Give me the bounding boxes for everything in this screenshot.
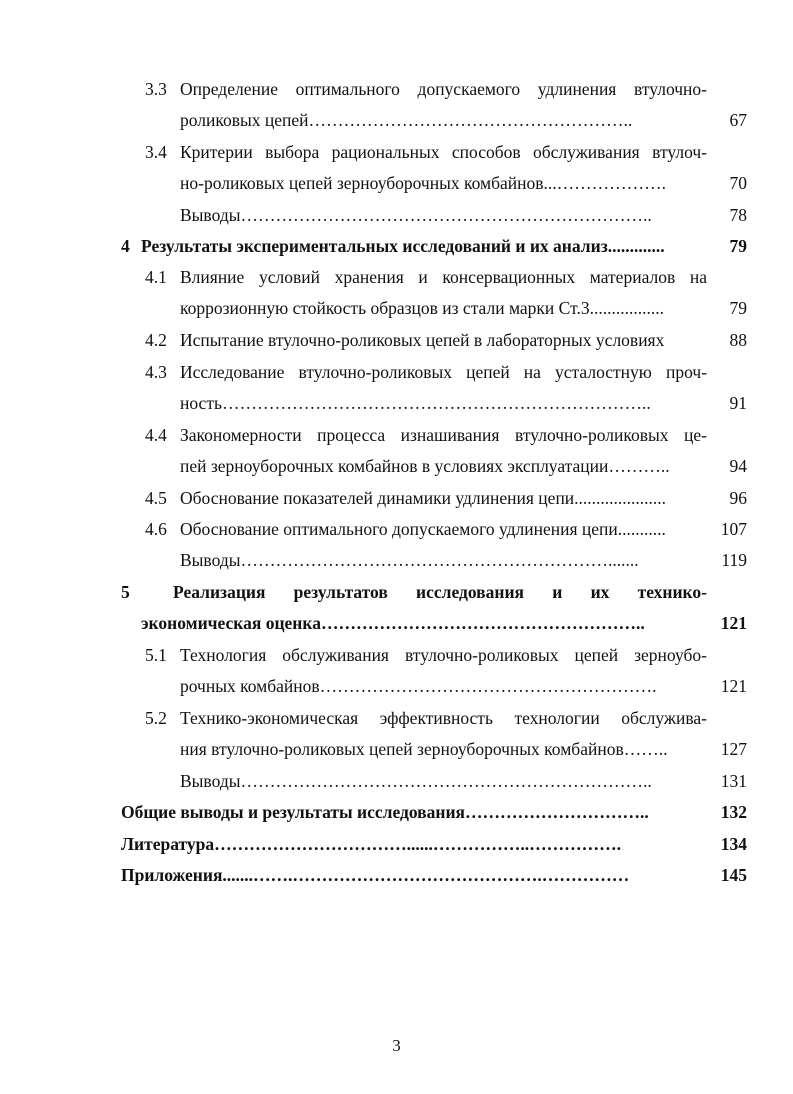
toc-entry-page: 132 xyxy=(720,802,747,822)
toc-entry-page: 67 xyxy=(729,110,747,130)
toc-entry-title-cont: роликовых цепей……………………………………………….. xyxy=(180,110,633,130)
toc-entry-number: 4.4 xyxy=(145,425,167,445)
page-number: 3 xyxy=(392,1036,401,1055)
toc-entry-title-cont: экономическая оценка……………………………………………….. xyxy=(141,613,645,633)
toc-entry-title-cont: ния втулочно-роликовых цепей зерноуборочных комбайнов…….. xyxy=(180,739,668,759)
toc-entry-title: Критерии выбора рациональных способов обслуживания втулоч- xyxy=(180,142,707,162)
toc-entry-page: 131 xyxy=(720,771,747,791)
toc-entry-number: 4.5 xyxy=(145,488,167,508)
toc-entry-title: Литература……………………………......……………..……………. xyxy=(121,834,621,854)
toc-entry-page: 119 xyxy=(721,550,747,570)
toc-entry-title: Исследование втулочно-роликовых цепей на усталостную проч- xyxy=(180,362,707,382)
toc-entry-title: Обоснование показателей динамики удлинения цепи..................... xyxy=(180,488,667,508)
toc-entry-title-cont: коррозионную стойкость образцов из стали марки Ст.3................. xyxy=(180,298,664,318)
toc-entry-number: 5.2 xyxy=(145,708,167,728)
toc-entry-page: 121 xyxy=(720,613,747,633)
toc-entry-page: 79 xyxy=(729,236,747,256)
toc-entry-page: 121 xyxy=(720,676,747,696)
toc-entry-page: 94 xyxy=(729,456,747,476)
toc-entry-title: Обоснование оптимального допускаемого удлинения цепи........... xyxy=(180,519,666,539)
toc-entry-title: Выводы…………………………………………………………….. xyxy=(180,205,652,225)
toc-entry-title-cont: пей зерноуборочных комбайнов в условиях эксплуатации……….. xyxy=(180,456,670,476)
toc-entry-number: 4 xyxy=(121,236,130,256)
toc-entry-title: Влияние условий хранения и консервационных материалов на xyxy=(180,267,707,287)
toc-entry-title: Выводы………………………………………………………....... xyxy=(180,550,639,570)
toc-entry-title: Технология обслуживания втулочно-роликовых цепей зерноубо- xyxy=(180,645,707,665)
toc-entry-title: Выводы…………………………………………………………….. xyxy=(180,771,652,791)
toc-entry-page: 127 xyxy=(720,739,747,759)
toc-entry-page: 70 xyxy=(729,173,747,193)
toc-entry-title: Приложения.......…….…………………………………….…………… xyxy=(121,865,630,885)
toc-entry-title: Закономерности процесса изнашивания втулочно-роликовых це- xyxy=(180,425,707,445)
toc-entry-page: 88 xyxy=(729,330,747,350)
toc-entry-number: 5.1 xyxy=(145,645,167,665)
toc-entry-page: 78 xyxy=(729,205,747,225)
toc-entry-number: 5 xyxy=(121,582,130,602)
toc-entry-number: 3.3 xyxy=(145,79,167,99)
toc-entry-title: Общие выводы и результаты исследования………………………….. xyxy=(121,802,649,822)
toc-entry-title: Реализация результатов исследования и их технико- xyxy=(173,582,707,602)
toc-entry-number: 4.2 xyxy=(145,330,167,350)
toc-entry-page: 91 xyxy=(729,393,747,413)
toc-entry-number: 4.3 xyxy=(145,362,167,382)
toc-entry-title-cont: ность……………………………………………………………….. xyxy=(180,393,651,413)
toc-entry-title: Определение оптимального допускаемого удлинения втулочно- xyxy=(180,79,707,99)
toc-entry-number: 3.4 xyxy=(145,142,167,162)
toc-entry-page: 107 xyxy=(720,519,747,539)
toc-entry-page: 79 xyxy=(729,298,747,318)
toc-entry-title-cont: но-роликовых цепей зерноуборочных комбайнов...………………. xyxy=(180,173,666,193)
toc-entry-number: 4.1 xyxy=(145,267,167,287)
toc-entry-title: Испытание втулочно-роликовых цепей в лабораторных условиях xyxy=(180,330,665,350)
toc-entry-page: 134 xyxy=(720,834,747,854)
toc-entry-title: Результаты экспериментальных исследований и их анализ............. xyxy=(141,236,665,256)
toc-entry-title-cont: рочных комбайнов…………………………………………………. xyxy=(180,676,657,696)
toc-entry-title: Технико-экономическая эффективность технологии обслужива- xyxy=(180,708,707,728)
toc-entry-number: 4.6 xyxy=(145,519,167,539)
toc-entry-page: 145 xyxy=(720,865,747,885)
toc-entry-page: 96 xyxy=(729,488,747,508)
